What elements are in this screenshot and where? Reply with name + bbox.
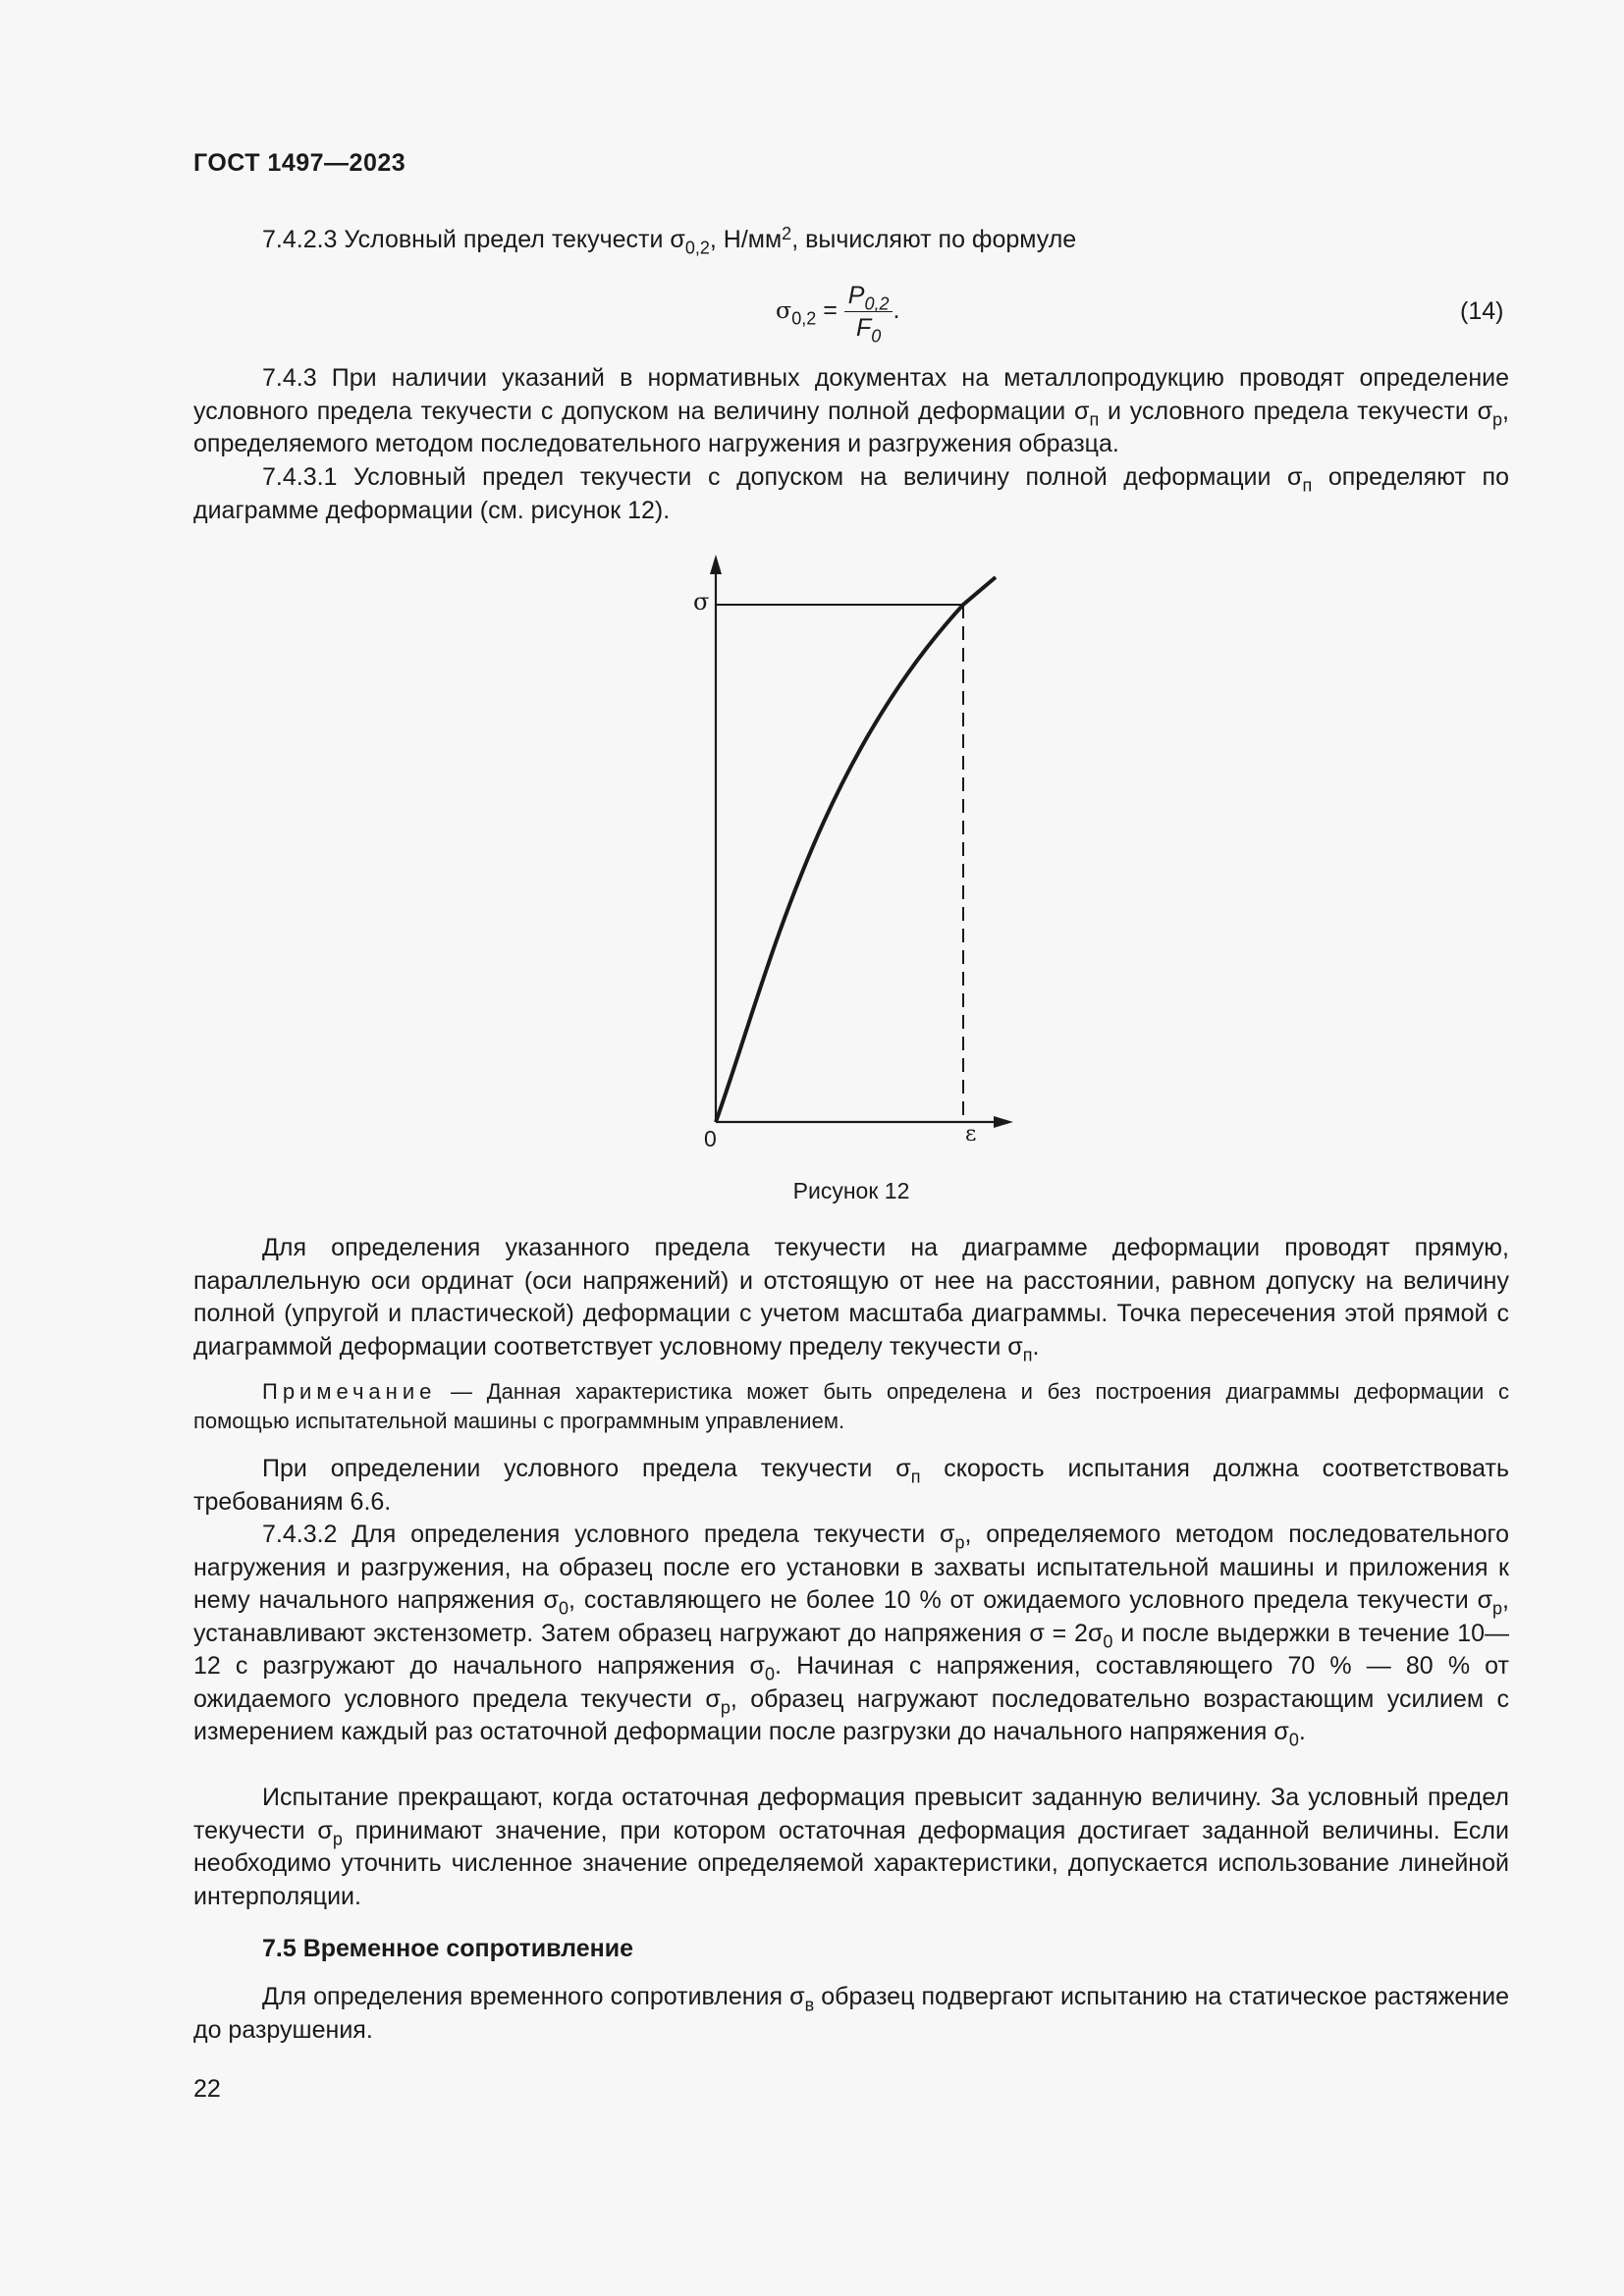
paragraph-7-4-3-1: 7.4.3.1 Условный предел текучести с допуском на величину полной деформации $\sigma_п$ определяют по диаграмме деформации (см. рисунок 12). (193, 463, 1509, 524)
page-number: 22 (193, 2075, 221, 2103)
origin-label: 0 (704, 1126, 717, 1151)
paragraph-7-4-2-3: 7.4.2.3 Условный предел текучести $\sigma_{0,2}$, $Н/мм^2$, вычисляют по формуле (262, 223, 1077, 258)
paragraph-figure-description: Для определения указанного предела текучести на диаграмме деформации проводят прямую, параллельную оси ординат (оси напряжений) и отстоящую от нее на расстоянии, равном допуску на величину полной (упругой и пластической) деформации с учетом масштаба диаграммы. Точка пересечения этой прямой с диаграммой деформации соответствует условному пределу текучести $\sigma_п$. (193, 1234, 1509, 1364)
section-7-5-heading: 7.5 Временное сопротивление (262, 1935, 633, 1962)
note (193, 1377, 1509, 1436)
formula-14: $\sigma_{0,2}$ = $\frac{P_{0,2}}{F_0}$ . (776, 282, 900, 347)
figure-caption: Рисунок 12 (792, 1178, 910, 1203)
x-axis-label: ε (965, 1122, 977, 1147)
paragraph-test-speed: При определении условного предела текучести $\sigma_п$ скорость испытания должна соответствовать требованиям 6.6. (193, 1455, 1510, 1516)
paragraph-7-4-3-2: 7.4.3.2 Для определения условного предела текучести $\sigma_р$, определяемого методом последовательного нагружения и разгружения, на образец после его установки в захваты испытательной машины и приложения к нему начального напряжения $\sigma_0$, составляющего не более 10 % от ожидаемого условного предела текучести $\sigma_р$, устанавливают экстензометр. Затем образец нагружают до напряжения $\sigma = 2\sigma_0$ и после выдержки в течение 10—12 с разгружают до начального напряжения $\sigma_0$. Начиная с напряжения, составляющего 70 % — 80 % от ожидаемого условного предела текучести $\sigma_р$, образец нагружают последовательно возрастающим усилием с измерением каждый раз остаточной деформации после разгрузки до начального напряжения $\sigma_0$. (193, 1521, 1509, 1750)
deformation-curve (716, 577, 996, 1122)
y-axis-label: σ (693, 588, 710, 615)
formula-fraction: $\frac{P_{0,2}}{F_0}$ (844, 280, 893, 344)
paragraph-7-5: Для определения временного сопротивления $\sigma_в$ образец подвергают испытанию на статическое растяжение до разрушения. (193, 1983, 1509, 2044)
note-text: — Данная характеристика может быть определена и без построения диаграммы деформации с помощью испытательной машины с программным управлением. (193, 1379, 1509, 1433)
paragraph-7-4-3: 7.4.3 При наличии указаний в нормативных документах на металлопродукцию проводят определение условного предела текучести с допуском на величину полной деформации $\sigma_п$ и условного предела текучести $\sigma_р$, определяемого методом последовательного нагружения и разгружения образца. (193, 364, 1509, 457)
formula-number: (14) (1460, 297, 1504, 325)
deformation-diagram (668, 545, 1041, 1173)
paragraph-test-stop: Испытание прекращают, когда остаточная деформация превысит заданную величину. За условный предел текучести $\sigma_р$ принимают значение, при котором остаточная деформация достигает заданной величины. Если необходимо уточнить численное значение определяемой характеристики, допускается использование линейной интерполяции. (193, 1784, 1509, 1910)
note-label: Примечание (262, 1379, 437, 1404)
x-axis-arrow-icon (994, 1116, 1013, 1128)
document-header: ГОСТ 1497—2023 (193, 149, 406, 177)
